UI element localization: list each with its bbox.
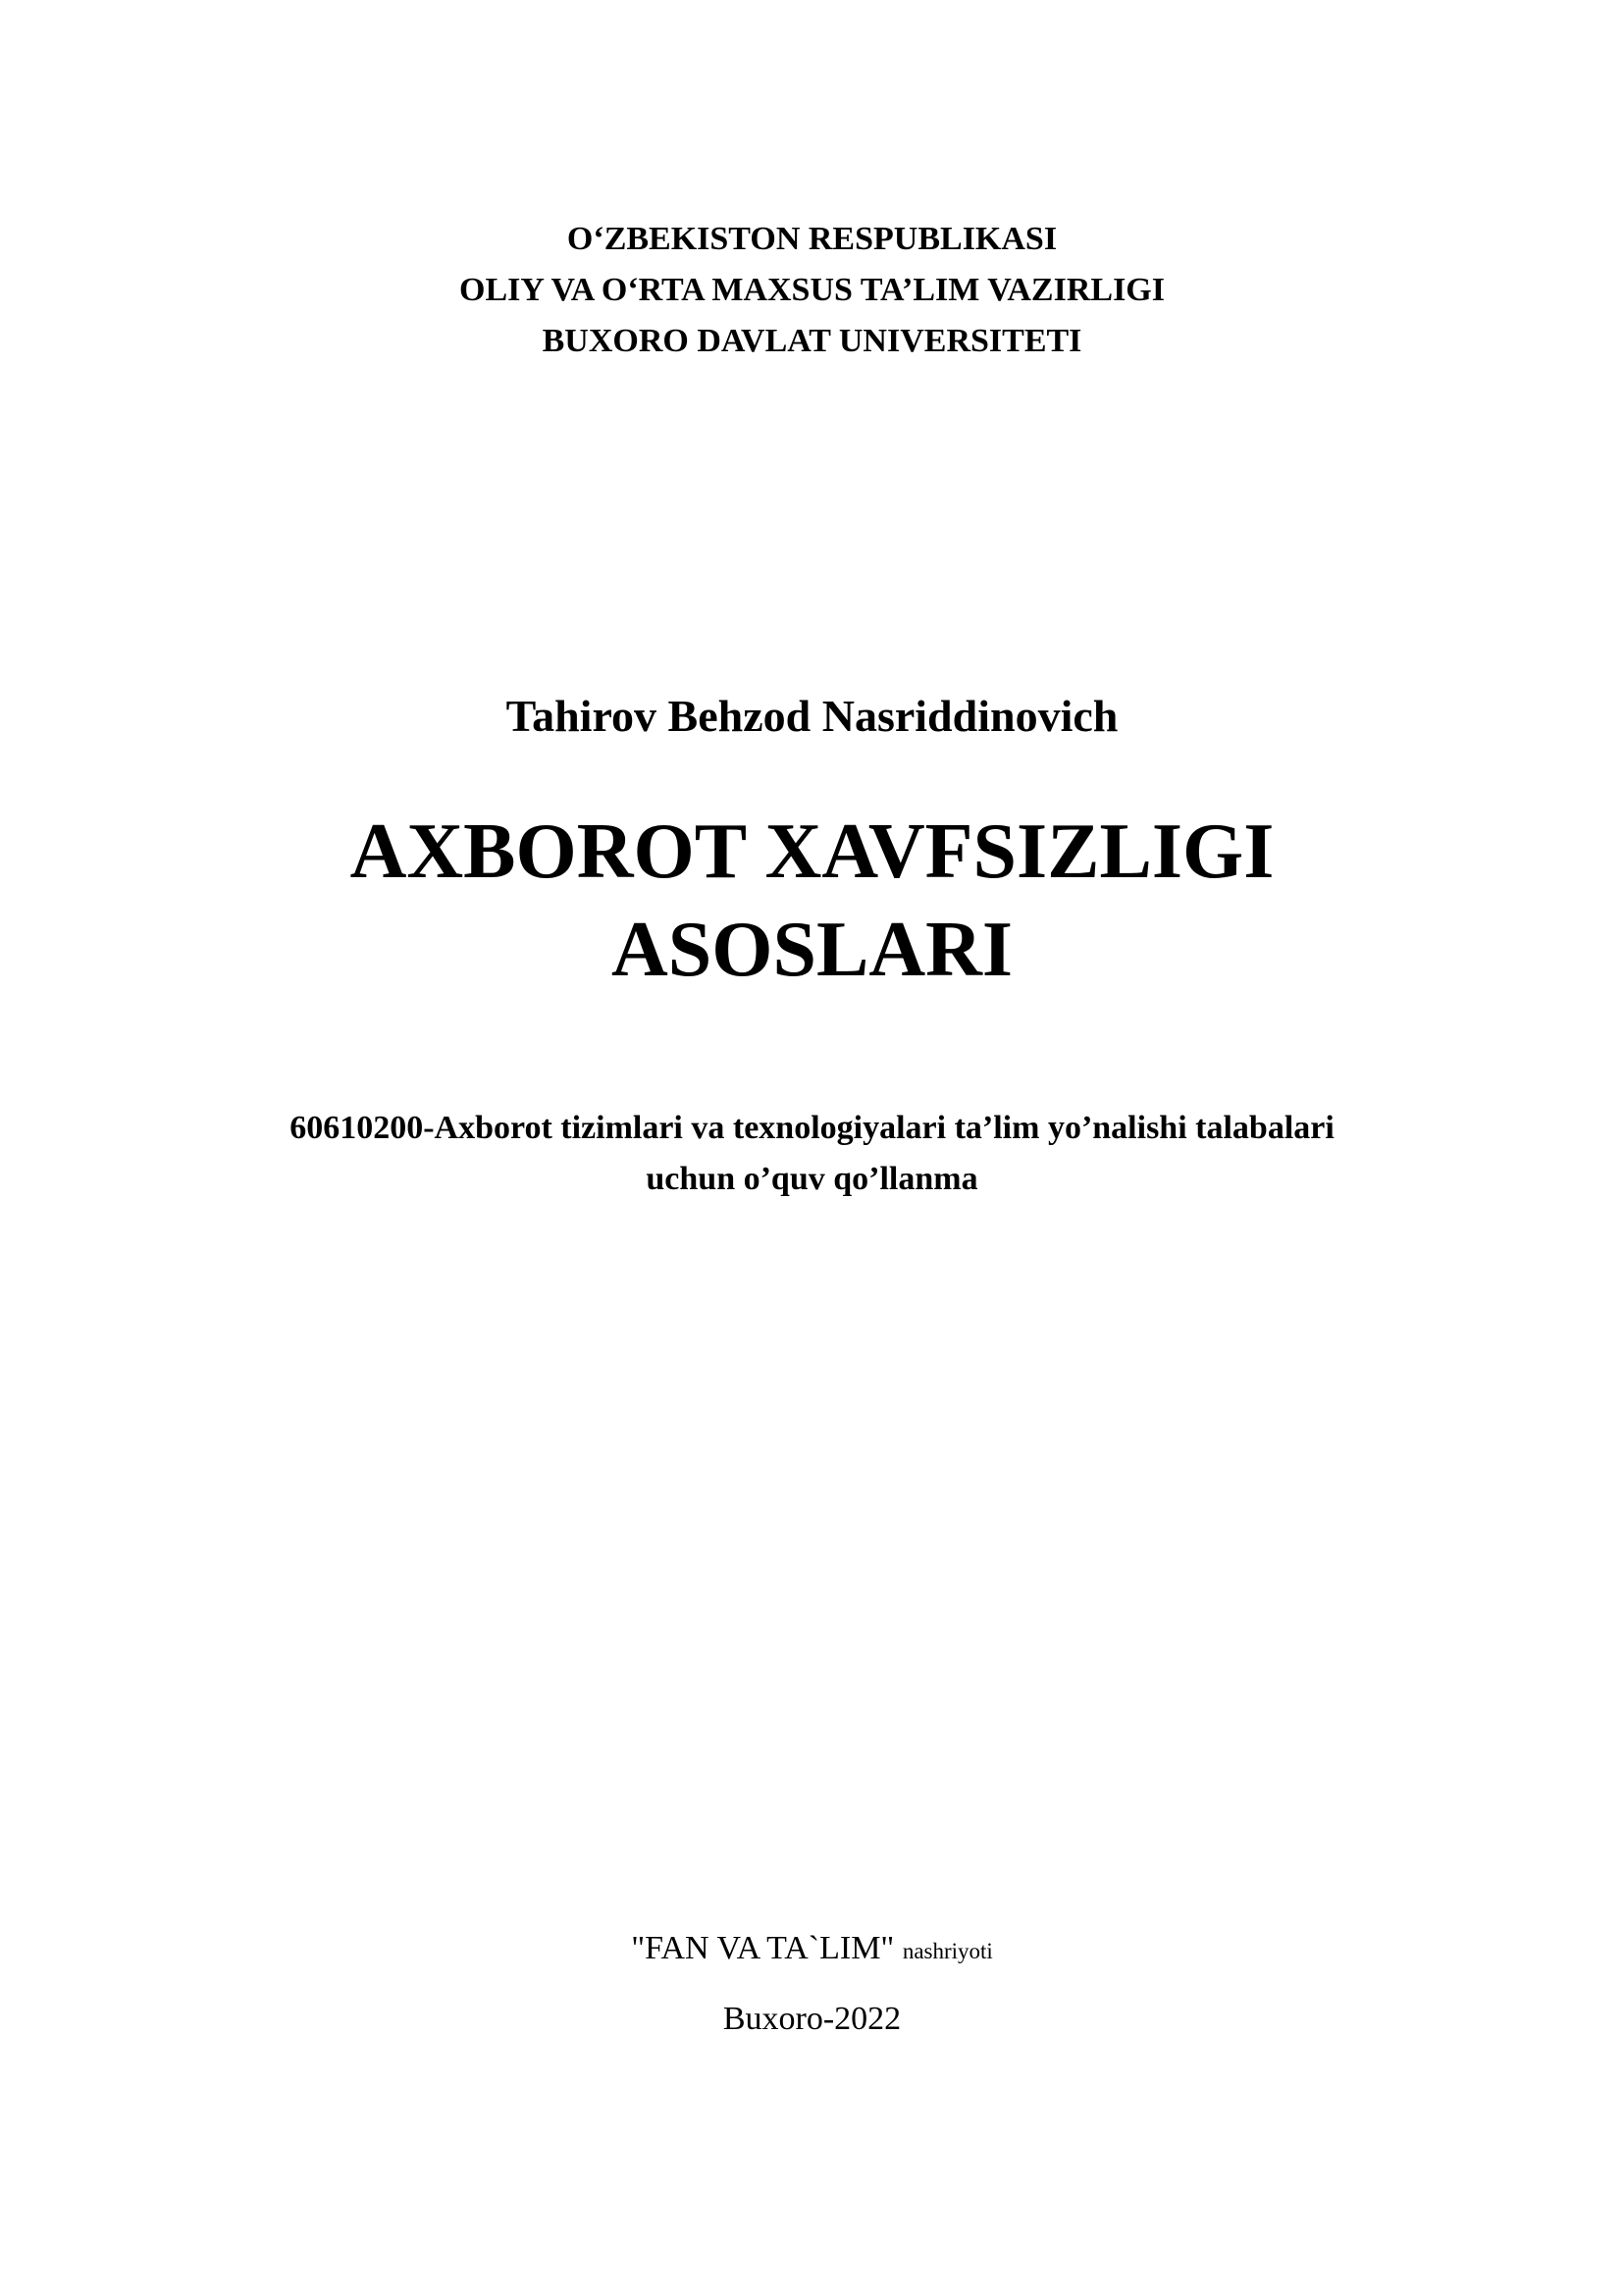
publisher bbox=[0, 1923, 1624, 1977]
book-title-line-2: ASOSLARI bbox=[610, 907, 1014, 993]
header-university: BUXORO DAVLAT UNIVERSITETI bbox=[542, 323, 1082, 359]
place-year: Buxoro-2022 bbox=[722, 2001, 902, 2037]
publisher-suffix: nashriyoti bbox=[902, 1939, 993, 1963]
book-title-line-1: AXBOROT XAVFSIZLIGI bbox=[349, 808, 1275, 895]
author-name: Tahirov Behzod Nasriddinovich bbox=[505, 691, 1119, 741]
header-ministry: OLIY VA O‘RTA MAXSUS TA’LIM VAZIRLIGI bbox=[459, 272, 1165, 308]
header-country: O‘ZBEKISTON RESPUBLIKASI bbox=[566, 221, 1058, 257]
subtitle-line-2: uchun o’quv qo’llanma bbox=[646, 1161, 978, 1197]
subtitle-line-1: 60610200-Axborot tizimlari va texnologiyalari ta’lim yo’nalishi talabalari bbox=[289, 1110, 1335, 1146]
publisher-name: "FAN VA TA`LIM" bbox=[631, 1930, 895, 1966]
